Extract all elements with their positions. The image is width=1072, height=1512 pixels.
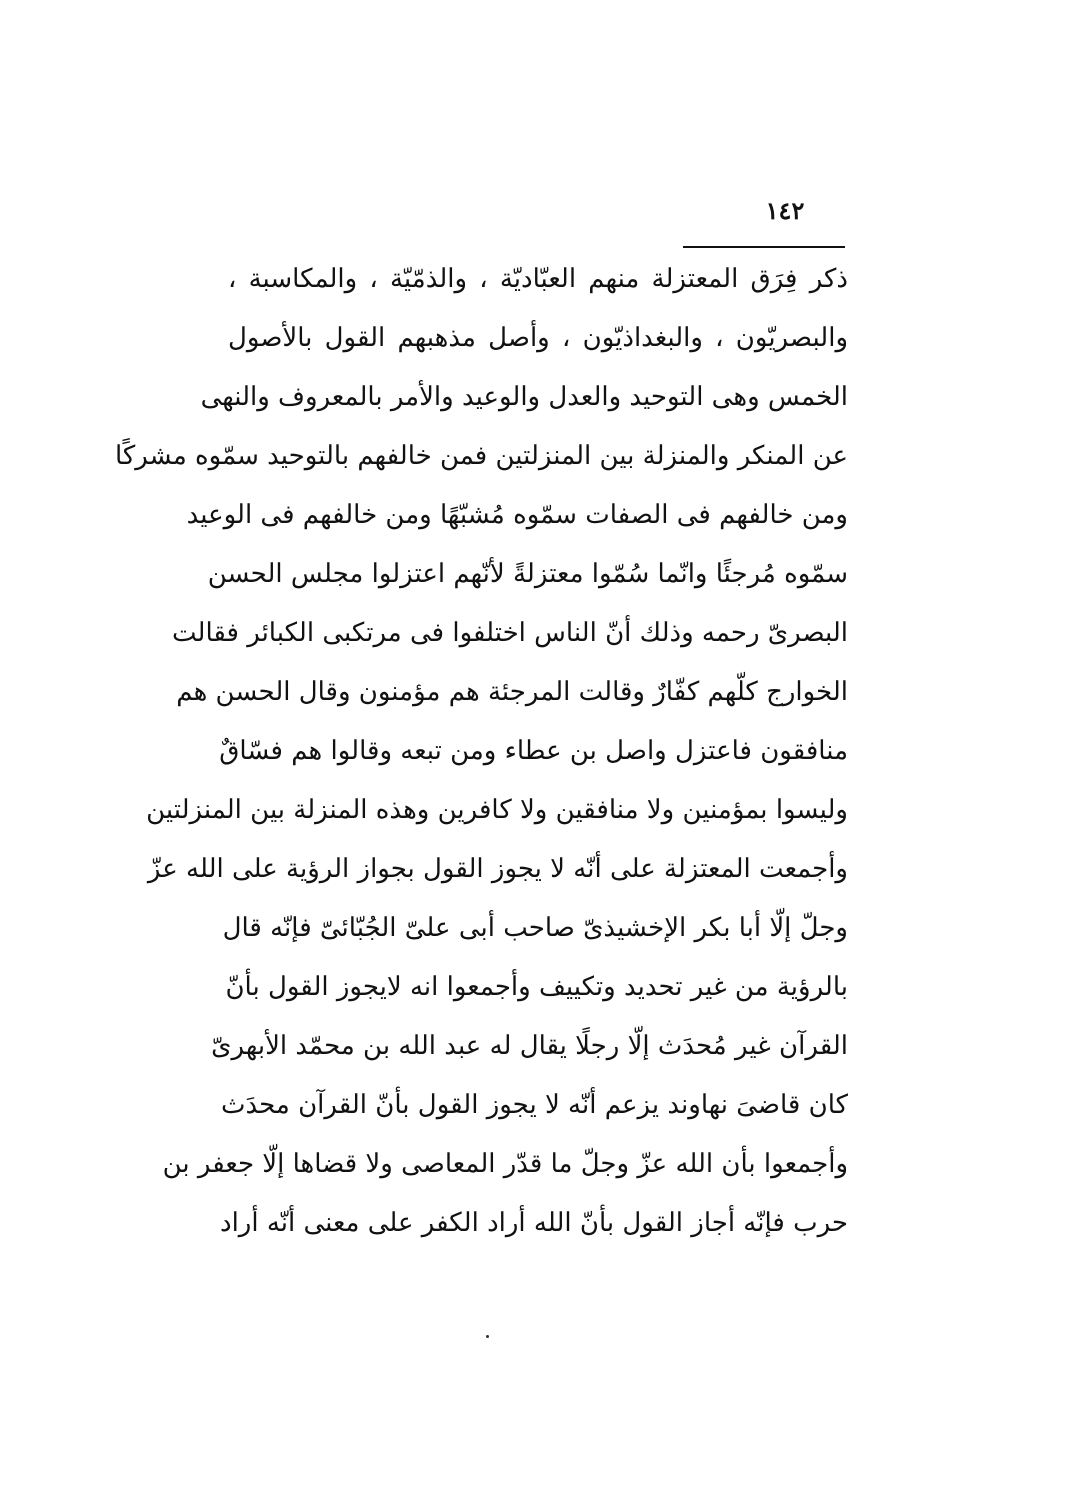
text-line-6: سمّوه مُرجئًا وانّما سُمّوا معتزلةً لأنّهم اعتزلوا مجلس الحسن bbox=[207, 559, 848, 589]
text-line-11: وأجمعت المعتزلة على أنّه لا يجوز القول بجواز الرؤية على الله عزّ bbox=[147, 854, 848, 884]
header-rule bbox=[683, 246, 845, 248]
text-line-7: البصرىّ رحمه وذلك أنّ الناس اختلفوا فى مرتكبى الكبائر فقالت bbox=[172, 618, 848, 648]
text-line-17: حرب فإنّه أجاز القول بأنّ الله أراد الكفر على معنى أنّه أراد bbox=[219, 1208, 848, 1238]
text-line-4: عن المنكر والمنزلة بين المنزلتين فمن خالفهم بالتوحيد سمّوه مشركًا bbox=[114, 441, 848, 471]
footer-dot bbox=[486, 1335, 489, 1338]
text-line-2: والبصريّون ، والبغداذيّون ، وأصل مذهبهم القول بالأصول bbox=[228, 323, 848, 353]
text-line-9: منافقون فاعتزل واصل بن عطاء ومن تبعه وقالوا هم فسّاقٌ bbox=[219, 736, 848, 766]
text-line-10: وليسوا بمؤمنين ولا منافقين ولا كافرين وهذه المنزلة بين المنزلتين bbox=[146, 795, 848, 825]
text-line-15: كان قاضىَ نهاوند يزعم أنّه لا يجوز القول بأنّ القرآن محدَث bbox=[220, 1090, 848, 1120]
text-line-8: الخوارج كلّهم كفّارٌ وقالت المرجئة هم مؤمنون وقال الحسن هم bbox=[176, 677, 848, 707]
page-number: ١٤٢ bbox=[765, 196, 805, 225]
text-line-13: بالرؤية من غير تحديد وتكييف وأجمعوا انه لايجوز القول بأنّ bbox=[225, 972, 848, 1002]
text-line-1: ذكر فِرَق المعتزلة منهم العبّاديّة ، والذمّيّة ، والمكاسبة ، bbox=[228, 264, 848, 294]
text-line-5: ومن خالفهم فى الصفات سمّوه مُشبّهًا ومن خالفهم فى الوعيد bbox=[186, 500, 848, 530]
text-line-16: وأجمعوا بأن الله عزّ وجلّ ما قدّر المعاصى ولا قضاها إلّا جعفر بن bbox=[162, 1149, 848, 1179]
text-line-14: القرآن غير مُحدَث إلّا رجلًا يقال له عبد الله بن محمّد الأبهرىّ bbox=[211, 1031, 848, 1061]
text-line-3: الخمس وهى التوحيد والعدل والوعيد والأمر بالمعروف والنهى bbox=[200, 382, 848, 412]
text-line-12: وجلّ إلّا أبا بكر الإخشيذىّ صاحب أبى علىّ الجُبّائىّ فإنّه قال bbox=[222, 913, 848, 943]
body-text bbox=[114, 250, 848, 1253]
